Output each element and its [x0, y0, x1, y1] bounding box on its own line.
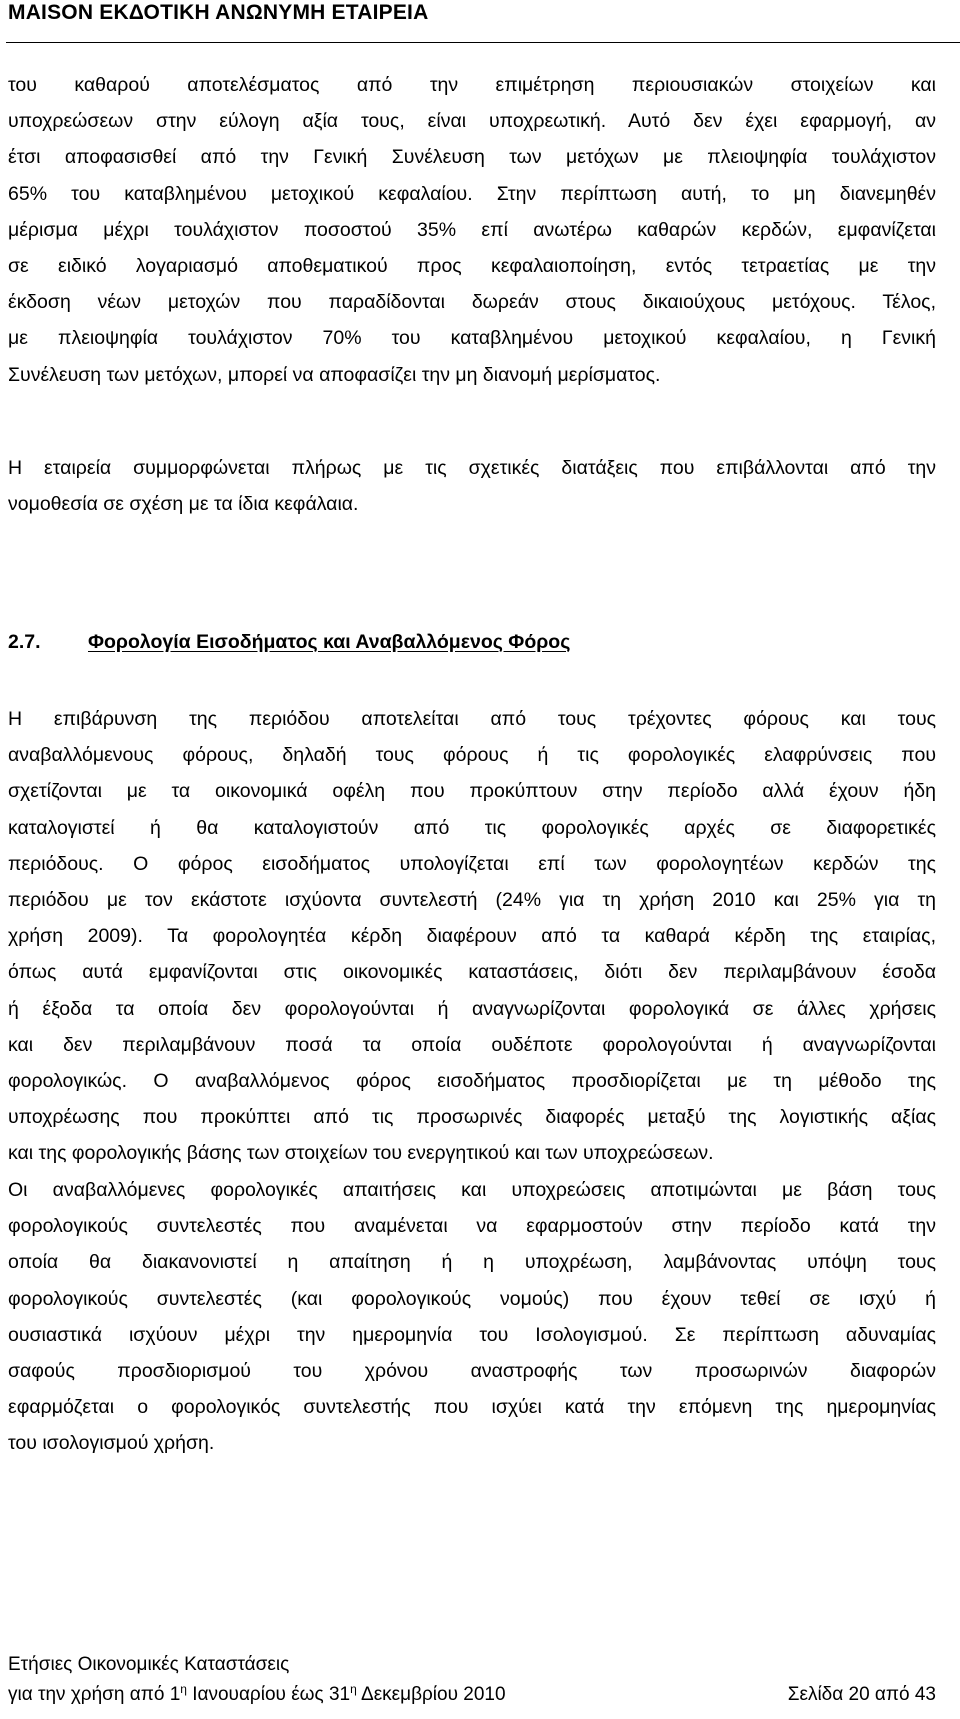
text-line: υποχρέωσης που προκύπτει από τις προσωρινές διαφορές μεταξύ της λογιστικής αξίας [8, 1106, 936, 1129]
text-line: περιόδου με τον εκάστοτε ισχύοντα συντελεστή (24% για τη χρήση 2010 και 25% για τη [8, 889, 936, 912]
text-line: Η επιβάρυνση της περιόδου αποτελείται από τους τρέχοντες φόρους και τους [8, 708, 936, 730]
text-line: του καθαρού αποτελέσματος από την επιμέτρηση περιουσιακών στοιχείων και [8, 74, 936, 96]
text-line: περιόδους. Ο φόρος εισοδήματος υπολογίζεται επί των φορολογητέων κερδών της [8, 852, 936, 875]
section-number: 2.7. [8, 631, 41, 653]
text-line: οποία θα διακανονιστεί η απαίτηση ή η υποχρέωση, λαμβάνοντας υπόψη τους [8, 1251, 936, 1274]
text-line: με πλειοψηφία τουλάχιστον 70% του καταβλημένου μετοχικού κεφαλαίου, η Γενική [8, 327, 936, 350]
text-line: υποχρεώσεων στην εύλογη αξία τους, είναι υποχρεωτική. Αυτό δεν έχει εφαρμογή, αν [8, 110, 936, 133]
footer-period-end: Ιανουαρίου έως 31 [186, 1684, 351, 1705]
text-line: όπως αυτά εμφανίζονται στις οικονομικές καταστάσεις, διότι δεν περιλαμβάνουν έσοδα [8, 961, 936, 984]
header-divider [6, 42, 960, 43]
text-line: και της φορολογικής βάσης των στοιχείων του ενεργητικού και των υποχρεώσεων. [8, 1142, 714, 1165]
text-line: φορολογικώς. Ο αναβαλλόμενος φόρος εισοδήματος προσδιορίζεται με τη μέθοδο της [8, 1070, 936, 1093]
text-line: φορολογικούς συντελεστές (και φορολογικούς νομούς) που έχουν τεθεί σε ισχύ ή [8, 1287, 936, 1310]
page-header [0, 0, 960, 42]
text-line: καταλογιστεί ή θα καταλογιστούν από τις φορολογικές αρχές σε διαφορετικές [8, 816, 936, 839]
paragraph-dividend [8, 67, 936, 393]
paragraph-deferred-tax [8, 1172, 936, 1462]
page-footer [8, 1650, 506, 1710]
text-line: του ισολογισμού χρήση. [8, 1432, 215, 1455]
text-line: και δεν περιλαμβάνουν ποσά τα οποία ουδέποτε φορολογούνται ή αναγνωρίζονται [8, 1033, 936, 1056]
text-line: φορολογικούς συντελεστές που αναμένεται να εφαρμοστούν στην περίοδο κατά την [8, 1215, 936, 1238]
text-line: ουσιαστικά ισχύουν μέχρι την ημερομηνία του Ισολογισμού. Σε περίπτωση αδυναμίας [8, 1323, 936, 1346]
text-line: έτσι αποφασισθεί από την Γενική Συνέλευση των μετόχων με πλειοψηφία τουλάχιστον [8, 146, 936, 169]
text-line: αναβαλλόμενους φόρους, δηλαδή τους φόρους ή τις φορολογικές ελαφρύνσεις που [8, 744, 936, 767]
text-line: εφαρμόζεται ο φορολογικός συντελεστής που ισχύει κατά την επόμενη της ημερομηνίας [8, 1396, 936, 1419]
text-line: σαφούς προσδιορισμού του χρόνου αναστροφής των προσωρινών διαφορών [8, 1360, 936, 1383]
text-line: 65% του καταβλημένου μετοχικού κεφαλαίου. Στην περίπτωση αυτή, το μη διανεμηθέν [8, 182, 936, 205]
text-line: μέρισμα μέχρι τουλάχιστον ποσοστού 35% επί ανωτέρω καθαρών κερδών, εμφανίζεται [8, 218, 936, 241]
footer-superscript: η [350, 1682, 357, 1696]
footer-period-month: Δεκεμβρίου 2010 [356, 1684, 506, 1705]
text-line: χρήση 2009). Τα φορολογητέα κέρδη διαφέρουν από τα καθαρά κέρδη της εταιρίας, [8, 925, 936, 948]
text-line: νομοθεσία σε σχέση με τα ίδια κεφάλαια. [8, 493, 359, 516]
text-line: Συνέλευση των μετόχων, μπορεί να αποφασίζει την μη διανομή μερίσματος. [8, 363, 661, 386]
footer-title: Ετήσιες Οικονομικές Καταστάσεις [8, 1654, 290, 1675]
text-line: σε ειδικό λογαριασμό αποθεματικού προς κεφαλαιοποίηση, εντός τετραετίας με την [8, 255, 936, 278]
footer-superscript: η [180, 1682, 187, 1696]
text-line: Οι αναβαλλόμενες φορολογικές απαιτήσεις και υποχρεώσεις αποτιμώνται με βάση τους [8, 1179, 936, 1201]
company-name: MAISON ΕΚΔΟΤΙΚΗ ΑΝΩΝΥΜΗ ΕΤΑΙΡΕΙΑ [8, 1, 429, 24]
text-line: ή έξοδα τα οποία δεν φορολογούνται ή αναγνωρίζονται φορολογικά σε άλλες χρήσεις [8, 997, 936, 1020]
text-line: σχετίζονται με τα οικονομικά οφέλη που προκύπτουν στην περίοδο αλλά έχουν ήδη [8, 780, 936, 803]
section-title: Φορολογία Εισοδήματος και Αναβαλλόμενος Φόρος [88, 631, 571, 653]
page-number: Σελίδα 20 από 43 [787, 1684, 936, 1705]
footer-period-start: για την χρήση από 1 [8, 1684, 181, 1705]
paragraph-compliance [8, 450, 936, 522]
text-line: έκδοση νέων μετοχών που παραδίδονται δωρεάν στους δικαιούχους μετόχους. Τέλος, [8, 291, 936, 314]
footer-period [8, 1680, 506, 1710]
section-heading [8, 628, 570, 656]
text-line: Η εταιρεία συμμορφώνεται πλήρως με τις σχετικές διατάξεις που επιβάλλονται από την [8, 457, 936, 479]
paragraph-tax-charge [8, 701, 936, 1172]
